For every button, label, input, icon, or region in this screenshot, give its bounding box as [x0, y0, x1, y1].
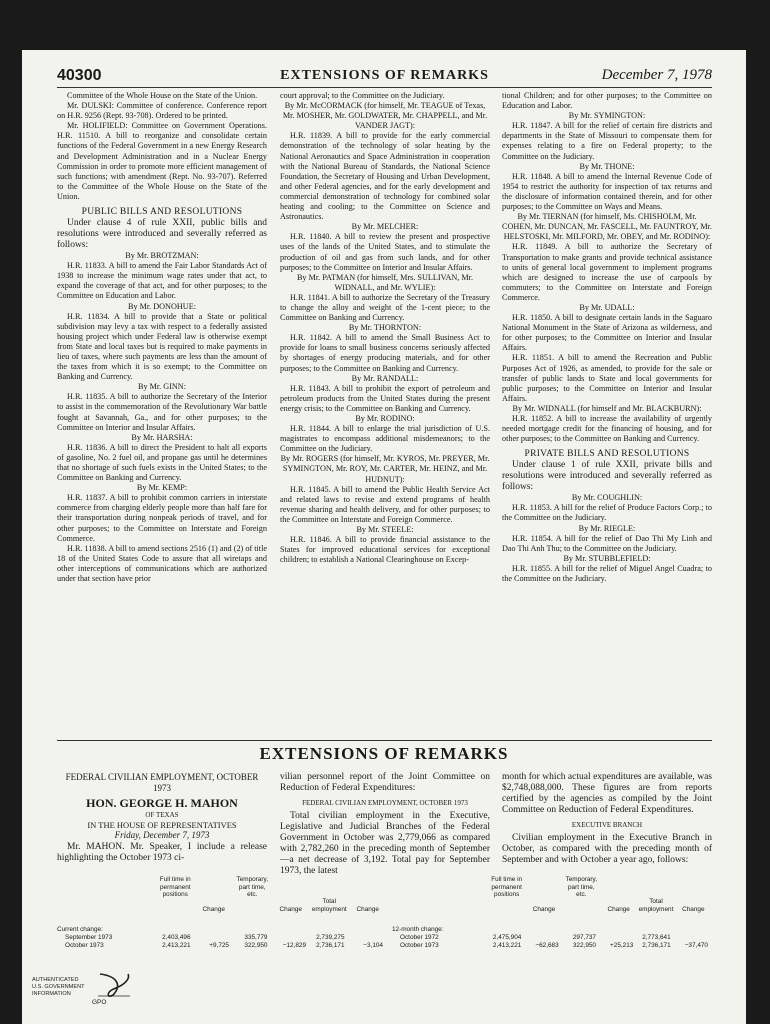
sponsor-line: By Mr. MELCHER:	[351, 222, 419, 232]
sponsor-line: By Mr. TIERNAN (for himself, Ms. CHISHOLM, Mr. COHEN, Mr. DUNCAN, Mr. FASCELL, Mr. FAUNTROY, Mr. HELSTOSKI, Mr. MILFORD, Mr. OBEY, and Mr. RODINO):	[502, 212, 712, 242]
executive-subhead: EXECUTIVE BRANCH	[571, 821, 643, 829]
paragraph: H.R. 11836. A bill to direct the President to halt all exports of gasoline, No. 2 fuel oil, and propane gas until he determines that no shortage of such fuels exists in the United States; to the Committee on Banking and Currency.	[57, 442, 267, 483]
lower-column-1	[57, 772, 267, 864]
seal-line-1: AUTHENTICATED	[32, 977, 79, 983]
article-title: FEDERAL CIVILIAN EMPLOYMENT, OCTOBER 1973	[65, 772, 259, 793]
paragraph: court approval; to the Committee on the Judiciary.	[280, 91, 445, 100]
table-cell: 2,413,221	[492, 942, 522, 949]
table-cell: 2,739,275	[316, 934, 345, 941]
table-cell: −3,104	[363, 942, 383, 949]
employment-table-12-month	[392, 876, 712, 966]
table-cell: 2,736,171	[316, 942, 345, 949]
release-text-2: Total civilian employment in the Executive, Legislative and Judicial Branches of the Federal Government in October was 2,779,066 as compared with 2,782,260 in the preceding month of September—a net decrease of 3,192. Total pay for September 1973, the latest	[280, 811, 490, 877]
sponsor-line: By Mr. DONOHUE:	[127, 301, 196, 311]
table-header: Full time in permanent positions	[159, 876, 191, 898]
employment-table-current	[57, 876, 387, 966]
release-text-1: vilian personnel report of the Joint Committee on Reduction of Federal Expenditures:	[280, 772, 490, 793]
table-cell: 2,413,221	[162, 942, 191, 949]
sponsor-line: By Mr. SYMINGTON:	[568, 111, 646, 121]
seal-mark: GPO	[92, 999, 107, 1006]
paragraph: H.R. 11848. A bill to amend the Internal Revenue Code of 1954 to restrict the authority for inspection of tax returns and the disclosure of information contained therein, and for other purposes; to the Committee on Ways and Means.	[502, 171, 712, 212]
column-1	[57, 91, 267, 584]
page-number: 40300	[57, 67, 102, 84]
sponsor-line: By Mr. RIEGLE:	[578, 523, 636, 533]
section-heading: PRIVATE BILLS AND RESOLUTIONS	[524, 449, 690, 460]
page-date: December 7, 1978	[601, 67, 712, 83]
table-group-label: 12-month change:	[392, 926, 444, 933]
table-row-label: October 1973	[400, 942, 439, 949]
paragraph: Committee of the Whole House on the State of the Union.	[67, 91, 258, 100]
table-header: Temporary, part time, etc.	[236, 876, 268, 898]
table-header: Change	[682, 906, 705, 913]
page-header	[57, 67, 712, 85]
seal-line-2: U.S. GOVERNMENT	[32, 984, 85, 990]
column-3	[502, 91, 712, 584]
paragraph: H.R. 11846. A bill to provide financial assistance to the States for improved educational services for exceptional children; to establish a National Clearinghouse on Excep-	[280, 535, 490, 565]
paragraph: H.R. 11852. A bill to increase the availability of urgently needed mortgage credit for the financing of housing, and for other purposes; to the Committee on Banking and Currency.	[502, 414, 712, 444]
table-cell: −12,829	[282, 942, 306, 949]
table-cell: 2,773,641	[642, 934, 671, 941]
paragraph: H.R. 11850. A bill to designate certain lands in the Saguaro National Monument in the State of Arizona as wilderness, and for other purposes; to the Committee on Interior and Insular Affairs.	[502, 313, 712, 353]
table-cell: 297,737	[572, 934, 596, 941]
sponsor-line: By Mr. McCORMACK (for himself, Mr. TEAGUE of Texas, Mr. MOSHER, Mr. GOLDWATER, Mr. CHAPPELL, and Mr. VANDER JAGT):	[282, 101, 488, 131]
table-cell: +9,725	[209, 942, 229, 949]
paragraph: H.R. 11849. A bill to authorize the Secretary of Transportation to make grants and provide technical assistance to units of general local government to implement programs which are designed to increase the use of carpools by commuters; to the Committee on Interstate and Foreign Commerce.	[502, 242, 712, 302]
sponsor-line: By Mr. KEMP:	[136, 483, 188, 493]
table-header: Change	[279, 906, 302, 913]
paragraph: Mr. HOLIFIELD: Committee on Government Operations. H.R. 11510. A bill to reorganize and consolidate certain functions of the Federal Government in a new Energy Research and Development Administration and in a Nuclear Energy Commission in order to promote more efficient management of such functions; with amendment (Rept. No. 93-707). Referred to the Committee of the Whole House on the State of the Union.	[57, 121, 267, 201]
sponsor-line: By Mr. WIDNALL (for himself and Mr. BLACKBURN):	[512, 403, 702, 413]
sponsor-line: By Mr. PATMAN (for himself, Mrs. SULLIVAN, Mr. WIDNALL, and Mr. WYLIE):	[296, 272, 474, 292]
paragraph: tional Children; and for other purposes; to the Committee on Education and Labor.	[502, 91, 712, 111]
paragraph: H.R. 11844. A bill to enlarge the trial jurisdiction of U.S. magistrates to encompass additional misdemeanors; to the Committee on the Judiciary.	[280, 424, 490, 454]
paragraph: H.R. 11845. A bill to amend the Public Health Service Act and related laws to revise and extend programs of health revenue sharing and health delivery, and for other purposes; to the Committee on Interstate and Foreign Commerce.	[280, 484, 490, 524]
section-heading: PUBLIC BILLS AND RESOLUTIONS	[81, 207, 243, 218]
table-header: Total employment	[638, 898, 674, 913]
paragraph: H.R. 11839. A bill to provide for the early commercial demonstration of the technology of solar heating by the National Aeronautics and Space Administration in cooperation with the National Bureau of Standards, the National Science Foundation, the Secretary of Housing and Urban Development, and other Federal agencies, and for the early development and commercial demonstration of technology for combined solar heating and cooling; to the Committee on Science and Astronautics.	[280, 131, 490, 222]
section-intro: Under clause 1 of rule XXII, private bills and resolutions were introduced and severally referred as follows:	[502, 460, 712, 493]
sponsor-line: By Mr. COUGHLIN:	[571, 493, 643, 503]
sponsor-line: By Mr. THONE:	[579, 161, 635, 171]
table-header: Total employment	[311, 898, 347, 913]
section-title: EXTENSIONS OF REMARKS	[259, 744, 509, 763]
paragraph: H.R. 11843. A bill to prohibit the export of petroleum and petroleum products from the United States during the present energy crisis; to the Committee on Banking and Currency.	[280, 383, 490, 413]
running-title: EXTENSIONS OF REMARKS	[280, 68, 489, 83]
table-cell: −37,470	[684, 942, 708, 949]
table-cell: 2,475,904	[492, 934, 522, 941]
table-header: Change	[607, 906, 630, 913]
table-group-label: Current change:	[57, 926, 103, 933]
table-cell: +25,213	[610, 942, 634, 949]
paragraph: H.R. 11855. A bill for the relief of Miguel Angel Cuadra; to the Committee on the Judiciary.	[502, 563, 712, 584]
paragraph: H.R. 11833. A bill to amend the Fair Labor Standards Act of 1938 to increase the minimum wage rates under that act, to expand the coverage of that act, and for other purposes; to the Committee on Education and Labor.	[57, 261, 267, 301]
sponsor-line: By Mr. HARSHA:	[131, 432, 193, 442]
table-header: Change	[202, 906, 225, 913]
speaker-name: HON. GEORGE H. MAHON	[86, 796, 238, 810]
speech-text: Mr. MAHON. Mr. Speaker, I include a release highlighting the October 1973 ci-	[57, 842, 267, 864]
paragraph: H.R. 11835. A bill to authorize the Secretary of the Interior to assist in the commemoration of the Revolutionary War battle fought at Savannah, Ga., and for other purposes; to the Committee on Interior and Insular Affairs.	[57, 392, 267, 432]
record-page	[22, 50, 746, 1024]
lower-column-3	[502, 772, 712, 866]
gpo-authentication-seal	[30, 970, 140, 1018]
paragraph: H.R. 11842. A bill to amend the Small Business Act to provide for loans to small business concerns seriously affected by shortages of energy producing materials, and for other purposes; to the Committee on Banking and Currency.	[280, 333, 490, 373]
column-2	[280, 91, 490, 565]
table-cell: 2,736,171	[642, 942, 671, 949]
table-header: Change	[356, 906, 379, 913]
table-cell: 322,950	[244, 942, 268, 949]
table-cell: 322,950	[572, 942, 596, 949]
table-row-label: October 1972	[400, 934, 439, 941]
sponsor-line: By Mr. STEELE:	[356, 525, 414, 535]
table-cell: −62,683	[535, 942, 559, 949]
chamber: IN THE HOUSE OF REPRESENTATIVES	[87, 820, 237, 831]
sponsor-line: By Mr. RANDALL:	[351, 373, 419, 383]
table-row-label: September 1973	[65, 934, 113, 941]
release-subhead: FEDERAL CIVILIAN EMPLOYMENT, OCTOBER 1973	[302, 799, 468, 807]
section-rule	[57, 740, 712, 741]
table-row-label: October 1973	[65, 942, 104, 949]
table-cell: 335,779	[244, 934, 268, 941]
header-rule	[57, 87, 712, 88]
paragraph: H.R. 11841. A bill to authorize the Secretary of the Treasury to change the alloy and weight of the 1-cent piece; to the Committee on Banking and Currency.	[280, 292, 490, 323]
release-text-4: Civilian employment in the Executive Branch in October, as compared with the preceding month of September and with October a year ago, follows:	[502, 833, 712, 866]
paragraph: H.R. 11834. A bill to provide that a State or political subdivision may levy a tax with respect to a federally assisted housing project which under Federal law is otherwise exempt from State and local taxes but is required to make payments in lieu of taxes, where such payments are less than the amount of the taxes from which it is so exempt; to the Committee on Banking and Currency.	[57, 311, 267, 382]
paragraph: H.R. 11853. A bill for the relief of Produce Factors Corp.; to the Committee on the Judiciary.	[502, 503, 712, 523]
paragraph: H.R. 11838. A bill to amend sections 2516 (1) and (2) of title 18 of the United States Code to assure that all wiretaps and other interceptions of communications which are authorized under that section have prior	[57, 543, 267, 584]
seal-line-3: INFORMATION	[32, 991, 71, 997]
section-intro: Under clause 4 of rule XXII, public bills and resolutions were introduced and severally referred as follows:	[57, 218, 267, 251]
table-header: Temporary, part time, etc.	[565, 876, 598, 898]
lower-column-2	[280, 772, 490, 877]
sponsor-line: By Mr. THORNTON:	[348, 323, 422, 333]
speech-date: Friday, December 7, 1973	[114, 830, 210, 841]
table-cell: 2,403,496	[162, 934, 191, 941]
table-header: Change	[532, 906, 556, 913]
paragraph: H.R. 11837. A bill to prohibit common carriers in interstate commerce from charging elderly people more than half fare for their transportation during nonpeak periods of travel, and for other purposes; to the Committee on Interstate and Foreign Commerce.	[57, 493, 267, 543]
speaker-state: OF TEXAS	[145, 811, 179, 820]
table-header: Full time in permanent positions	[491, 876, 523, 898]
eagle-emblem-icon	[100, 974, 129, 996]
paragraph: Mr. DULSKI: Committee of conference. Conference report on H.R. 9256 (Rept. 93-708). Ordered to be printed.	[57, 101, 267, 121]
paragraph: H.R. 11847. A bill for the relief of certain fire districts and departments in the State of Missouri to compensate them for expenses relating to a fire on Federal property; to the Committee on the Judiciary.	[502, 121, 712, 161]
paragraph: H.R. 11851. A bill to amend the Recreation and Public Purposes Act of 1926, as amended, to provide for the sale or transfer of public lands to State and local governments for public purposes; to the Committee on Interior and Insular Affairs.	[502, 353, 712, 403]
sponsor-line: By Mr. RODINO:	[355, 414, 415, 423]
paragraph: H.R. 11854. A bill for the relief of Dao Thi My Linh and Dao Thi Anh Thu; to the Committee on the Judiciary.	[502, 533, 712, 553]
paragraph: H.R. 11840. A bill to review the present and prospective uses of the lands of the United States, and to stimulate the production of oil and gas from such lands, and for other purposes; to the Committee on Interior and Insular Affairs.	[280, 232, 490, 272]
sponsor-line: By Mr. ROGERS (for himself, Mr. KYROS, Mr. PREYER, Mr. SYMINGTON, Mr. ROY, Mr. CARTER, Mr. HEINZ, and Mr. HUDNUT):	[280, 454, 490, 484]
sponsor-line: By Mr. BROTZMAN:	[125, 251, 199, 261]
release-text-3: month for which actual expenditures are available, was $2,748,088,000. These figures are from reports certified by the agencies as compiled by the Joint Committee on Reduction of Federal Expenditures.	[502, 772, 712, 815]
sponsor-line: By Mr. GINN:	[138, 382, 186, 392]
sponsor-line: By Mr. UDALL:	[579, 302, 635, 312]
sponsor-line: By Mr. STUBBLEFIELD:	[563, 553, 651, 563]
